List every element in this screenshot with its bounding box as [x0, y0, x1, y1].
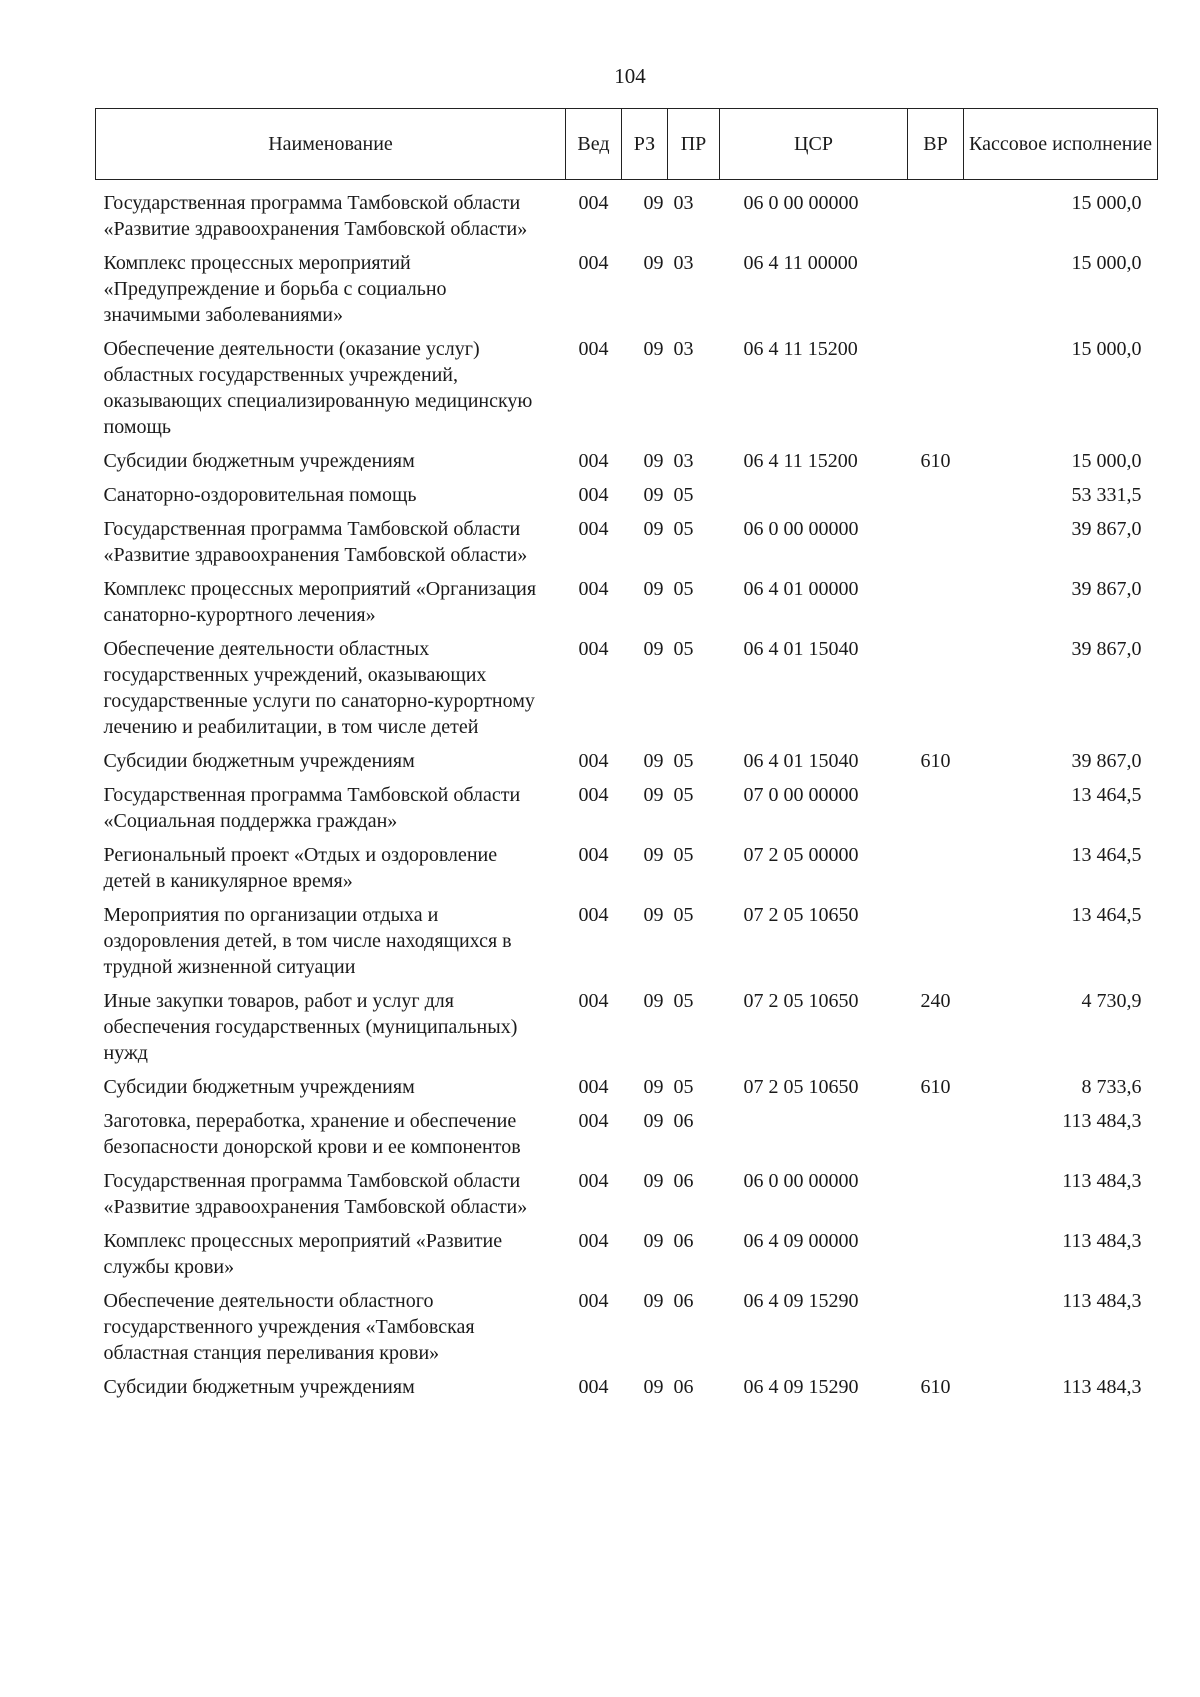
page-number: 104: [614, 64, 646, 88]
table-row: [96, 988, 1158, 1074]
table-row: [96, 748, 1158, 782]
cell-csr: 07 2 05 10650: [743, 990, 859, 1012]
cell-name: Субсидии бюджетным учреждениям: [103, 1376, 415, 1398]
cell-pr: 06: [673, 1230, 694, 1252]
cell-sum: 4 730,9: [1081, 990, 1142, 1012]
cell-rz: 09: [643, 1230, 664, 1252]
cell-rz: 09: [643, 638, 664, 660]
table-row: [96, 636, 1158, 748]
cell-pr: 05: [673, 484, 694, 506]
cell-csr: 06 4 09 15290: [743, 1290, 859, 1312]
cell-pr: 06: [673, 1290, 694, 1312]
cell-vr: [908, 576, 964, 636]
budget-table: [95, 108, 1158, 1408]
header-name: Наименование: [96, 109, 566, 180]
cell-csr: 07 2 05 10650: [743, 904, 859, 926]
table-row: [96, 1108, 1158, 1168]
cell-sum: 113 484,3: [1062, 1230, 1142, 1252]
cell-rz: 09: [643, 518, 664, 540]
cell-pr: 03: [673, 450, 694, 472]
table-row: [96, 1374, 1158, 1408]
cell-ved: 004: [578, 518, 609, 540]
cell-pr: 05: [673, 990, 694, 1012]
header-vr: ВР: [908, 109, 964, 180]
cell-ved: 004: [578, 252, 609, 274]
cell-ved: 004: [578, 844, 609, 866]
cell-vr: [908, 180, 964, 251]
cell-name: Государственная программа Тамбовской области «Развитие здравоохранения Тамбовской области»: [103, 1170, 528, 1218]
cell-name: Заготовка, переработка, хранение и обеспечение безопасности донорской крови и ее компонентов: [103, 1110, 521, 1158]
header-pr: ПР: [668, 109, 720, 180]
cell-rz: 09: [643, 844, 664, 866]
cell-pr: 06: [673, 1170, 694, 1192]
cell-rz: 09: [643, 904, 664, 926]
cell-name: Государственная программа Тамбовской области «Развитие здравоохранения Тамбовской области»: [103, 192, 528, 240]
cell-name: Субсидии бюджетным учреждениям: [103, 750, 415, 772]
cell-ved: 004: [578, 784, 609, 806]
cell-vr: [908, 1228, 964, 1288]
cell-pr: 06: [673, 1110, 694, 1132]
cell-name: Комплекс процессных мероприятий «Развитие службы крови»: [103, 1230, 503, 1278]
cell-csr: 07 2 05 00000: [743, 844, 859, 866]
table-row: [96, 1288, 1158, 1374]
table-row: [96, 576, 1158, 636]
cell-ved: 004: [578, 904, 609, 926]
cell-vr: [908, 842, 964, 902]
cell-pr: 03: [673, 192, 694, 214]
cell-rz: 09: [643, 450, 664, 472]
table-row: [96, 482, 1158, 516]
cell-sum: 53 331,5: [1071, 484, 1142, 506]
table-header-row: [96, 109, 1158, 180]
cell-name: Субсидии бюджетным учреждениям: [103, 1076, 415, 1098]
cell-csr: 06 4 09 00000: [743, 1230, 859, 1252]
cell-rz: 09: [643, 1290, 664, 1312]
cell-rz: 09: [643, 484, 664, 506]
cell-vr: 610: [920, 450, 951, 472]
table-body: [96, 180, 1158, 1409]
cell-sum: 15 000,0: [1071, 450, 1142, 472]
table-row: [96, 1074, 1158, 1108]
cell-csr: 06 0 00 00000: [743, 1170, 859, 1192]
cell-rz: 09: [643, 1170, 664, 1192]
table-row: [96, 180, 1158, 251]
cell-ved: 004: [578, 750, 609, 772]
cell-pr: 05: [673, 578, 694, 600]
cell-sum: 39 867,0: [1071, 518, 1142, 540]
cell-sum: 13 464,5: [1071, 844, 1142, 866]
cell-name: Обеспечение деятельности областного государственного учреждения «Тамбовская областная станция переливания крови»: [103, 1290, 475, 1364]
cell-sum: 13 464,5: [1071, 784, 1142, 806]
cell-csr: 06 4 09 15290: [743, 1376, 859, 1398]
cell-csr: 06 4 01 00000: [743, 578, 859, 600]
cell-csr: 06 4 11 00000: [743, 252, 858, 274]
cell-csr: 06 0 00 00000: [743, 518, 859, 540]
cell-ved: 004: [578, 1376, 609, 1398]
cell-vr: [908, 516, 964, 576]
cell-csr: 06 4 01 15040: [743, 638, 859, 660]
cell-rz: 09: [643, 192, 664, 214]
cell-ved: 004: [578, 1290, 609, 1312]
cell-pr: 03: [673, 338, 694, 360]
cell-pr: 05: [673, 904, 694, 926]
cell-ved: 004: [578, 578, 609, 600]
cell-vr: 610: [920, 1076, 951, 1098]
table-row: [96, 842, 1158, 902]
table-row: [96, 516, 1158, 576]
cell-pr: 06: [673, 1376, 694, 1398]
header-ved: Вед: [566, 109, 622, 180]
cell-pr: 05: [673, 844, 694, 866]
cell-vr: [908, 336, 964, 448]
cell-ved: 004: [578, 1076, 609, 1098]
cell-rz: 09: [643, 1076, 664, 1098]
table-row: [96, 782, 1158, 842]
header-sum: Кассовое исполнение: [964, 109, 1158, 180]
cell-csr: 06 4 11 15200: [743, 338, 858, 360]
cell-pr: 03: [673, 252, 694, 274]
cell-name: Санаторно-оздоровительная помощь: [103, 484, 417, 506]
cell-name: Региональный проект «Отдых и оздоровление детей в каникулярное время»: [103, 844, 498, 892]
header-csr: ЦСР: [720, 109, 908, 180]
cell-csr: 06 4 11 15200: [743, 450, 858, 472]
cell-name: Государственная программа Тамбовской области «Социальная поддержка граждан»: [103, 784, 521, 832]
cell-ved: 004: [578, 1170, 609, 1192]
cell-pr: 05: [673, 750, 694, 772]
cell-rz: 09: [643, 1110, 664, 1132]
cell-ved: 004: [578, 338, 609, 360]
cell-ved: 004: [578, 1110, 609, 1132]
cell-vr: 610: [920, 750, 951, 772]
cell-vr: [908, 636, 964, 748]
table-row: [96, 448, 1158, 482]
cell-csr: 06 0 00 00000: [743, 192, 859, 214]
cell-csr: [720, 482, 908, 516]
cell-name: Комплекс процессных мероприятий «Организация санаторно-курортного лечения»: [103, 578, 537, 626]
cell-sum: 113 484,3: [1062, 1110, 1142, 1132]
cell-ved: 004: [578, 638, 609, 660]
cell-csr: 06 4 01 15040: [743, 750, 859, 772]
table-row: [96, 336, 1158, 448]
cell-sum: 113 484,3: [1062, 1376, 1142, 1398]
cell-rz: 09: [643, 252, 664, 274]
cell-vr: [908, 782, 964, 842]
cell-rz: 09: [643, 784, 664, 806]
cell-csr: 07 0 00 00000: [743, 784, 859, 806]
cell-ved: 004: [578, 192, 609, 214]
cell-rz: 09: [643, 990, 664, 1012]
cell-sum: 113 484,3: [1062, 1290, 1142, 1312]
cell-name: Обеспечение деятельности областных государственных учреждений, оказывающих государственные услуги по санаторно-курортному лечению и реабилитации, в том числе детей: [103, 638, 535, 738]
cell-sum: 15 000,0: [1071, 338, 1142, 360]
cell-name: Мероприятия по организации отдыха и оздоровления детей, в том числе находящихся в трудной жизненной ситуации: [103, 904, 512, 978]
cell-name: Обеспечение деятельности (оказание услуг) областных государственных учреждений, оказывающих специализированную медицинскую помощь: [103, 338, 533, 438]
cell-rz: 09: [643, 1376, 664, 1398]
cell-pr: 05: [673, 784, 694, 806]
cell-sum: 39 867,0: [1071, 638, 1142, 660]
cell-vr: [908, 1288, 964, 1374]
cell-rz: 09: [643, 750, 664, 772]
cell-vr: [908, 1108, 964, 1168]
table-row: [96, 1168, 1158, 1228]
cell-ved: 004: [578, 990, 609, 1012]
cell-sum: 39 867,0: [1071, 578, 1142, 600]
cell-vr: [908, 1168, 964, 1228]
cell-sum: 15 000,0: [1071, 192, 1142, 214]
cell-name: Комплекс процессных мероприятий «Предупреждение и борьба с социально значимыми заболеваниями»: [103, 252, 447, 326]
cell-name: Иные закупки товаров, работ и услуг для обеспечения государственных (муниципальных) нужд: [103, 990, 518, 1064]
cell-ved: 004: [578, 1230, 609, 1252]
cell-ved: 004: [578, 484, 609, 506]
table-row: [96, 902, 1158, 988]
cell-sum: 8 733,6: [1081, 1076, 1142, 1098]
cell-rz: 09: [643, 578, 664, 600]
table-row: [96, 250, 1158, 336]
cell-vr: [908, 482, 964, 516]
cell-name: Субсидии бюджетным учреждениям: [103, 450, 415, 472]
cell-csr: 07 2 05 10650: [743, 1076, 859, 1098]
cell-pr: 05: [673, 638, 694, 660]
cell-pr: 05: [673, 518, 694, 540]
cell-ved: 004: [578, 450, 609, 472]
cell-vr: [908, 902, 964, 988]
cell-vr: 240: [920, 990, 951, 1012]
header-rz: РЗ: [622, 109, 668, 180]
cell-vr: [908, 250, 964, 336]
cell-rz: 09: [643, 338, 664, 360]
cell-sum: 13 464,5: [1071, 904, 1142, 926]
cell-csr: [720, 1108, 908, 1168]
cell-sum: 15 000,0: [1071, 252, 1142, 274]
cell-pr: 05: [673, 1076, 694, 1098]
table-row: [96, 1228, 1158, 1288]
cell-sum: 113 484,3: [1062, 1170, 1142, 1192]
cell-vr: 610: [920, 1376, 951, 1398]
cell-sum: 39 867,0: [1071, 750, 1142, 772]
cell-name: Государственная программа Тамбовской области «Развитие здравоохранения Тамбовской области»: [103, 518, 528, 566]
